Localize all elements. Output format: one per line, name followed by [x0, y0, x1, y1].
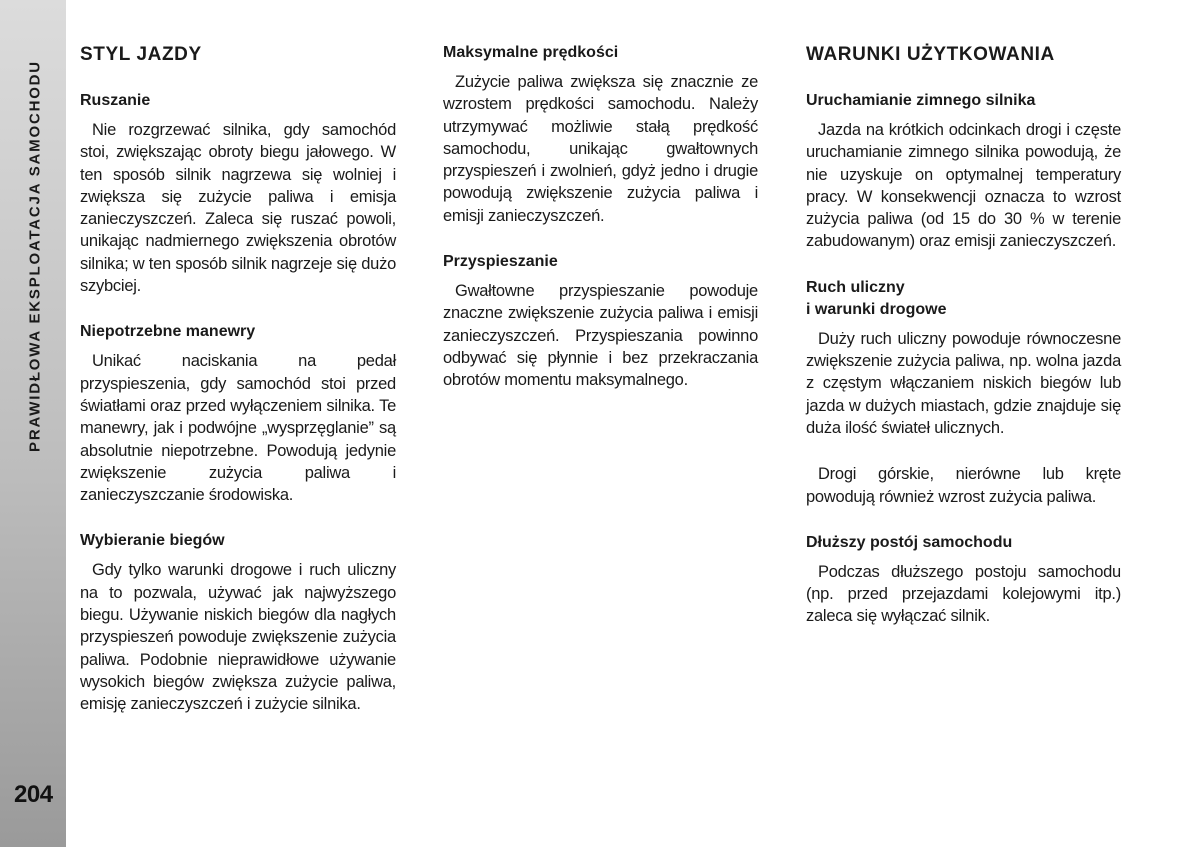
paragraph-ruch-uliczny-2: Drogi górskie, nierówne lub kręte powodują również wzrost zużycia paliwa.	[806, 465, 1121, 506]
heading-uruchamianie-zimnego-silnika: Uruchamianie zimnego silnika	[806, 92, 1036, 109]
heading-dluzszy-postoj: Dłuższy postój samochodu	[806, 533, 1013, 551]
section-title-styl-jazdy: STYL JAZDY	[80, 44, 202, 65]
heading-maksymalne-predkosci: Maksymalne prędkości	[443, 44, 619, 61]
heading-niepotrzebne-manewry: Niepotrzebne manewry	[80, 323, 256, 341]
paragraph-maksymalne-predkosci: Zużycie paliwa zwiększa się znacznie ze wzrostem prędkości samochodu. Należy utrzymywać możliwie stałą prędkość samochodu, unikając gwałtownych przyspieszeń i zwolnień, gdyż jedno i drugie powodują zwiększenie zużycia paliwa i emisji zanieczyszczeń.	[443, 73, 758, 225]
paragraph-uruchamianie-zimnego-silnika: Jazda na krótkich odcinkach drogi i częste uruchamianie zimnego silnika powodują, że nie uzyskuje on optymalnej temperatury pracy. W konsekwencji oznacza to wzrost zużycia paliwa (od 15 do 30 % w terenie zabudowanym) oraz emisji zanieczyszczeń.	[806, 121, 1121, 251]
page-number: 204	[14, 781, 53, 808]
paragraph-wybieranie-biegow: Gdy tylko warunki drogowe i ruch uliczny na to pozwala, używać jak najwyższego biegu. Używanie niskich biegów dla nagłych przyspieszeń powoduje zwiększenie zużycia paliwa. Podobnie nieprawidłowe używanie wysokich biegów zwiększa zużycie paliwa, emisję zanieczyszczeń i zużycie silnika.	[80, 561, 396, 714]
paragraph-niepotrzebne-manewry: Unikać naciskania na pedał przyspieszenia, gdy samochód stoi przed światłami oraz przed wyłączeniem silnika. Te manewry, jak i podwójne „wysprzęglanie” są absolutnie niepotrzebne. Powodują jedynie zwiększenie zużycia paliwa i zanieczyszczanie środowiska.	[80, 352, 396, 505]
column-3	[806, 42, 1121, 652]
chapter-title: PRAWIDŁOWA EKSPLOATACJA SAMOCHODU	[26, 60, 44, 452]
heading-ruszanie: Ruszanie	[80, 92, 151, 109]
paragraph-dluzszy-postoj: Podczas dłuższego postoju samochodu (np. przed przejazdami kolejowymi itp.) zaleca się wyłączać silnik.	[806, 562, 1121, 626]
heading-ruch-uliczny-line-1: Ruch uliczny	[806, 278, 905, 296]
paragraph-ruch-uliczny-1: Duży ruch uliczny powoduje równoczesne zwiększenie zużycia paliwa, np. wolna jazda z częstym włączaniem niskich biegów lub jazda w dużych miastach, gdzie znajduje się duża ilość świateł ulicznych.	[806, 329, 1121, 437]
column-1	[80, 42, 396, 740]
heading-przyspieszanie: Przyspieszanie	[443, 253, 558, 271]
heading-wybieranie-biegow: Wybieranie biegów	[80, 532, 225, 550]
heading-ruch-uliczny	[806, 277, 1121, 321]
heading-ruch-uliczny-line-2: i warunki drogowe	[806, 300, 947, 318]
side-band	[0, 0, 66, 847]
section-title-warunki-uzytkowania: WARUNKI UŻYTKOWANIA	[806, 44, 1055, 65]
paragraph-ruszanie: Nie rozgrzewać silnika, gdy samochód stoi, zwiększając obroty biegu jałowego. W ten sposób silnik nagrzewa się wolniej i zwiększa się zużycie paliwa i emisja zanieczyszczeń. Zaleca się ruszać powoli, unikając nadmiernego zwiększenia obrotów silnika; w ten sposób silnik nagrzeje się dużo szybciej.	[80, 121, 396, 296]
column-2	[443, 42, 758, 416]
paragraph-przyspieszanie: Gwałtowne przyspieszanie powoduje znaczne zwiększenie zużycia paliwa i emisji zanieczyszczeń. Przyspieszania powinno odbywać się płynnie i bez przekraczania obrotów momentu maksymalnego.	[443, 282, 758, 390]
